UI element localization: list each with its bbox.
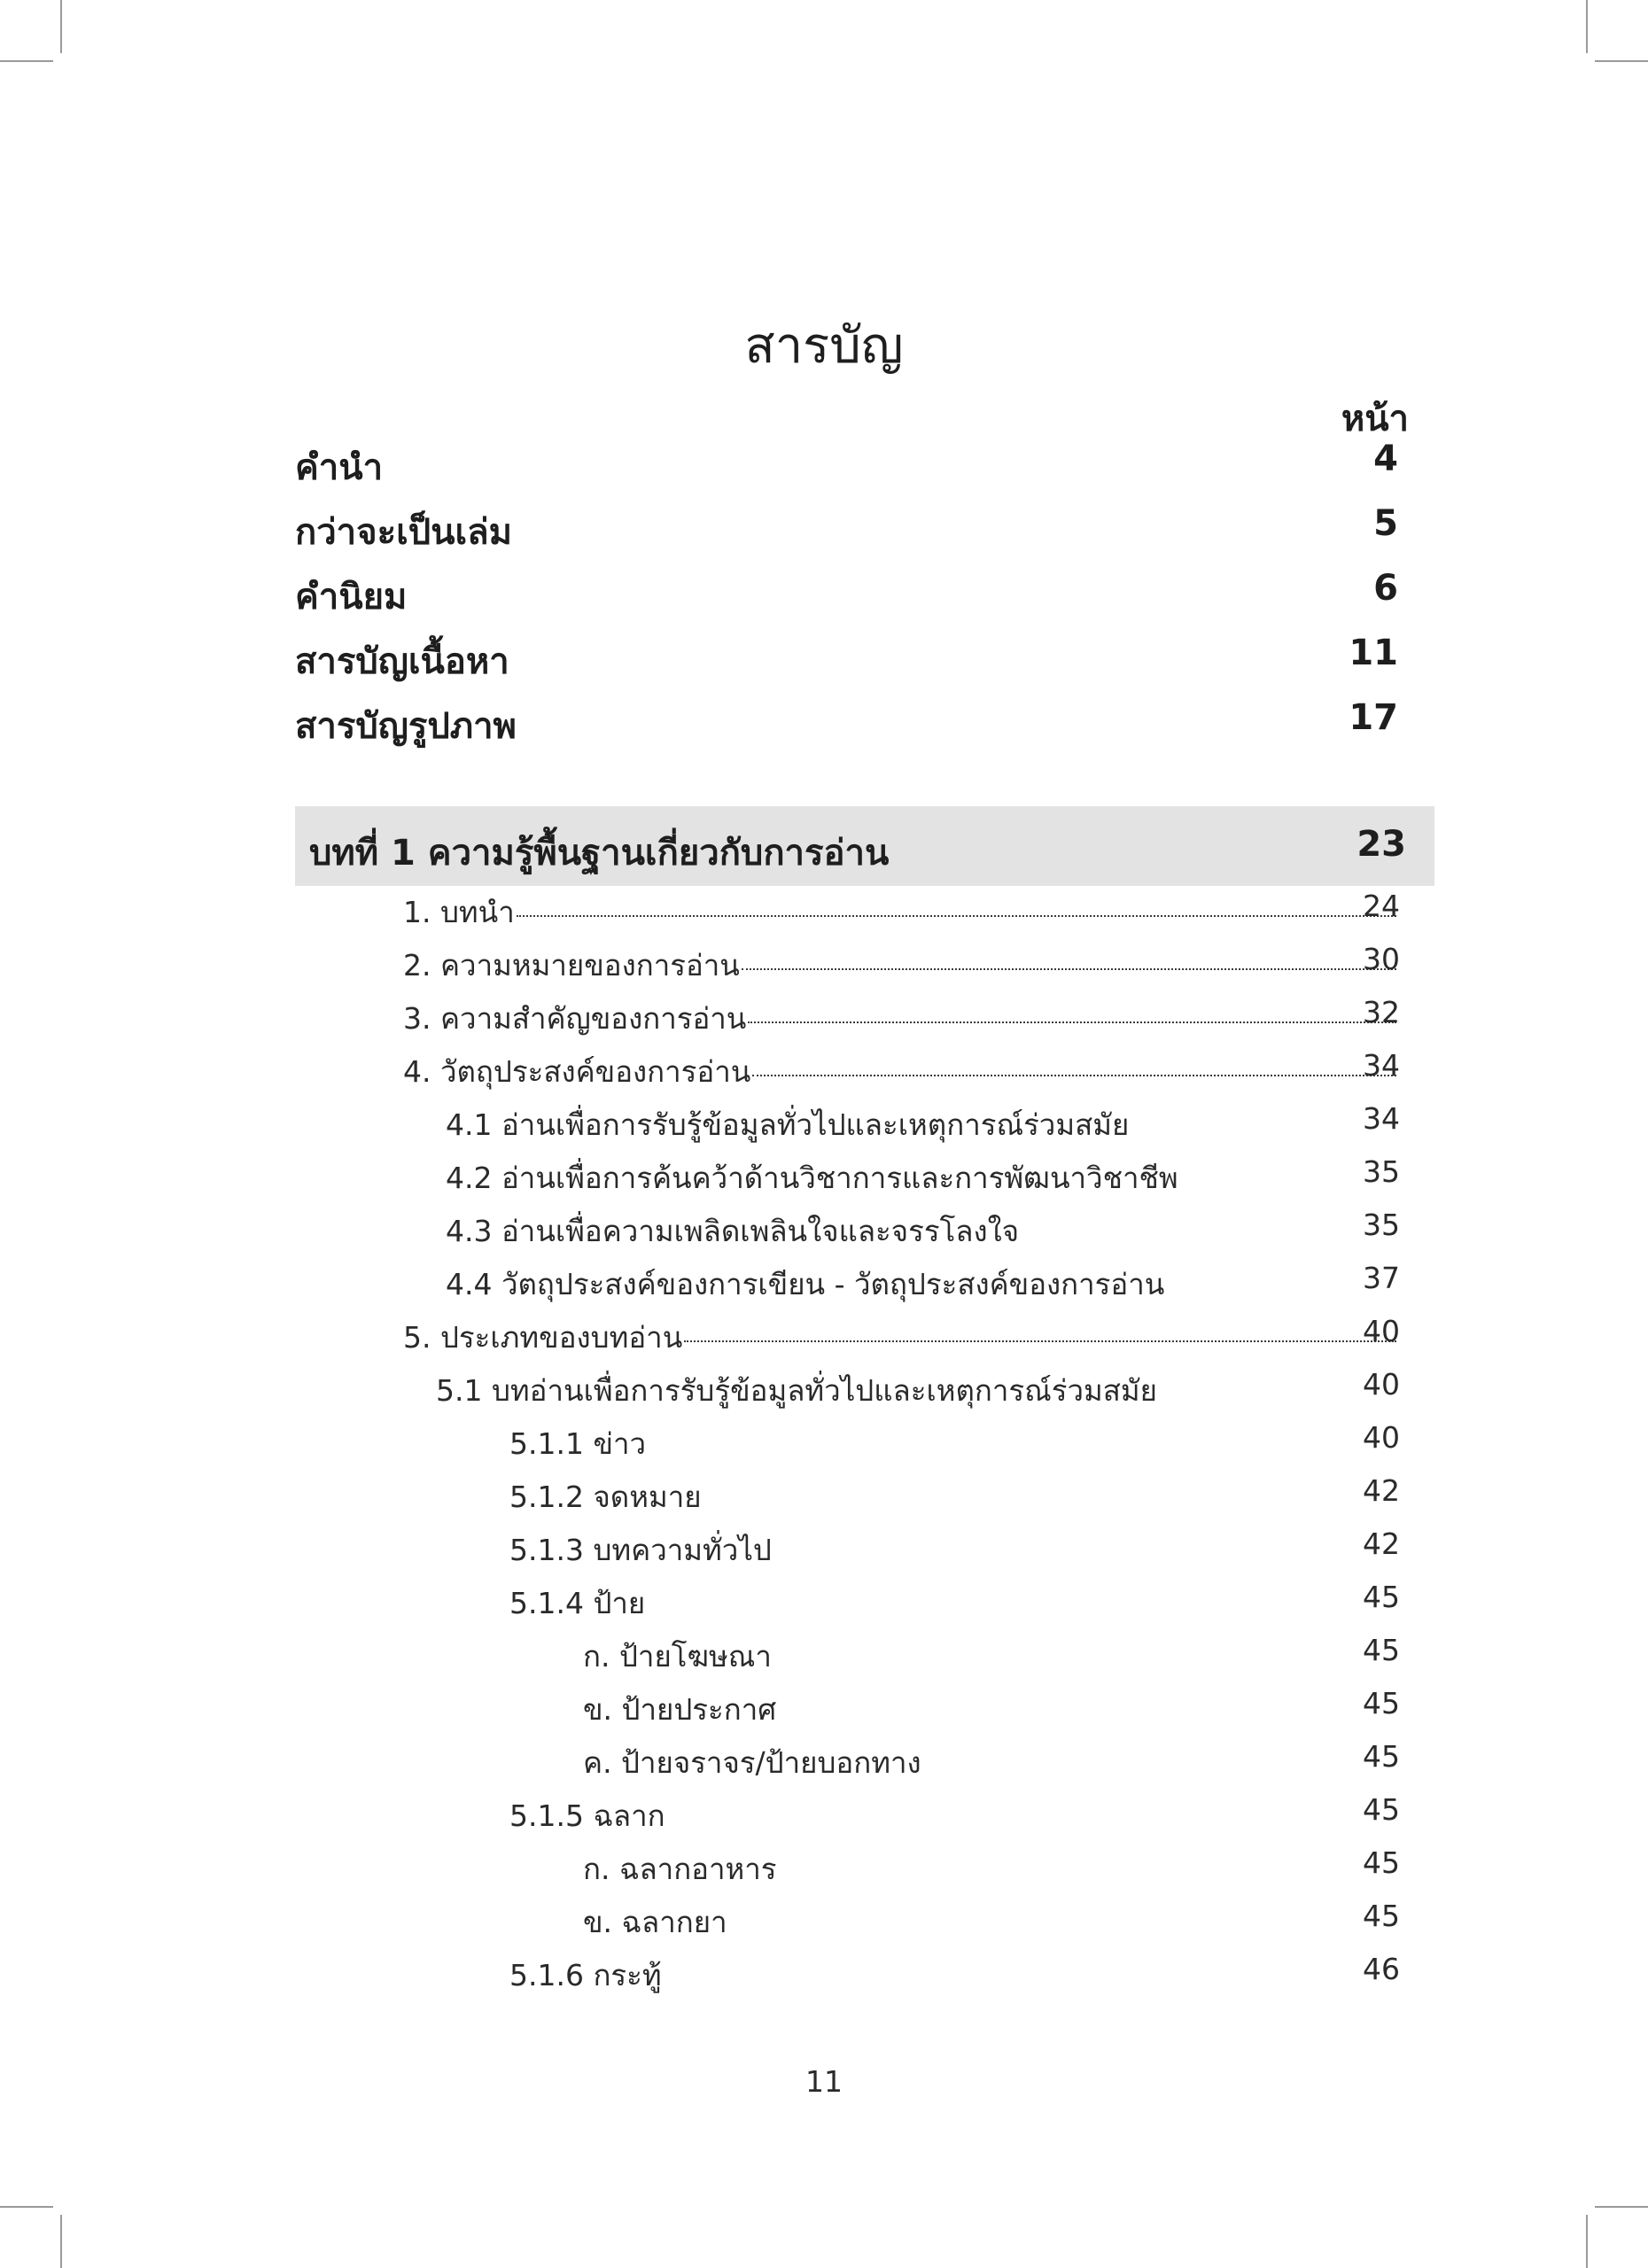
toc-entry-page: 40	[1363, 1367, 1400, 1402]
page-title: สารบัญ	[744, 317, 904, 375]
toc-entry-page: 45	[1363, 1899, 1400, 1933]
toc-entry[interactable]	[446, 1208, 1400, 1247]
toc-entry-text: ข. ฉลากยา	[583, 1905, 727, 1939]
toc-entry-text: ก. ป้ายโฆษณา	[583, 1639, 772, 1674]
front-matter-page: 17	[1349, 697, 1398, 738]
front-matter-item[interactable]	[295, 633, 1398, 686]
chapter-title: บทที่ 1 ความรู้พื้นฐานเกี่ยวกับการอ่าน	[309, 833, 890, 874]
toc-entry-text: 5.1.2 จดหมาย	[509, 1480, 702, 1514]
toc-entry[interactable]	[509, 1792, 1400, 1831]
toc-entry[interactable]	[509, 1473, 1400, 1512]
toc-entry-page: 45	[1363, 1633, 1400, 1667]
toc-entry-page: 34	[1363, 1048, 1400, 1083]
dot-leader	[517, 915, 1396, 917]
page-column-label: หน้า	[1341, 399, 1409, 439]
toc-entry-text: 4.4 วัตถุประสงค์ของการเขียน - วัตถุประสงค์ของการอ่าน	[446, 1267, 1165, 1301]
toc-entry-page: 45	[1363, 1739, 1400, 1774]
toc-entry[interactable]	[509, 1580, 1400, 1619]
front-matter-item[interactable]	[295, 439, 1398, 492]
chapter-heading[interactable]	[295, 806, 1434, 886]
toc-entry-page: 32	[1363, 995, 1400, 1029]
toc-entry-page: 40	[1363, 1314, 1400, 1348]
toc-entry-text: 4.2 อ่านเพื่อการค้นคว้าด้านวิชาการและการพัฒนาวิชาชีพ	[446, 1161, 1178, 1195]
toc-entry[interactable]	[583, 1739, 1400, 1778]
toc-entry[interactable]	[583, 1899, 1400, 1938]
crop-mark	[1586, 0, 1588, 53]
chapter-page: 23	[1356, 824, 1406, 865]
toc-entry-text: 4.1 อ่านเพื่อการรับรู้ข้อมูลทั่วไปและเหตุการณ์ร่วมสมัย	[446, 1107, 1130, 1142]
crop-mark	[1595, 2206, 1648, 2208]
toc-entry[interactable]	[436, 1367, 1400, 1406]
front-matter-item[interactable]	[295, 697, 1398, 750]
toc-entry-text: 2. ความหมายของการอ่าน	[403, 948, 740, 983]
toc-entry-text: 4. วัตถุประสงค์ของการอ่าน	[403, 1054, 751, 1089]
toc-entry-page: 45	[1363, 1580, 1400, 1614]
crop-mark	[0, 60, 53, 62]
front-matter-title: สารบัญเนื้อหา	[295, 641, 509, 682]
front-matter-title: คำนำ	[295, 447, 384, 488]
toc-entry[interactable]	[583, 1845, 1400, 1884]
toc-entry[interactable]	[403, 942, 1400, 981]
toc-entry-text: ก. ฉลากอาหาร	[583, 1852, 777, 1886]
dot-leader	[748, 1021, 1396, 1023]
front-matter-title: กว่าจะเป็นเล่ม	[295, 512, 513, 553]
toc-entry[interactable]	[509, 1526, 1400, 1565]
dot-leader	[742, 968, 1396, 970]
toc-entry-page: 45	[1363, 1792, 1400, 1827]
toc-entry-page: 37	[1363, 1261, 1400, 1295]
toc-entry-page: 35	[1363, 1208, 1400, 1242]
toc-entry-text: 5.1.4 ป้าย	[509, 1586, 646, 1620]
front-matter-title: สารบัญรูปภาพ	[295, 706, 517, 747]
front-matter-page: 5	[1373, 503, 1398, 544]
toc-entry[interactable]	[583, 1686, 1400, 1725]
toc-entry-text: 5.1 บทอ่านเพื่อการรับรู้ข้อมูลทั่วไปและเหตุการณ์ร่วมสมัย	[436, 1373, 1158, 1408]
toc-entry[interactable]	[509, 1420, 1400, 1459]
front-matter-title: คำนิยม	[295, 577, 408, 617]
toc-entry-page: 45	[1363, 1845, 1400, 1880]
page-number: 11	[805, 2064, 843, 2099]
crop-mark	[1586, 2215, 1588, 2268]
toc-entry-text: 3. ความสำคัญของการอ่าน	[403, 1001, 747, 1036]
dot-leader	[684, 1340, 1396, 1342]
toc-entry[interactable]	[446, 1261, 1400, 1300]
toc-entry-page: 42	[1363, 1473, 1400, 1508]
toc-entry-text: 5.1.5 ฉลาก	[509, 1798, 665, 1833]
crop-mark	[60, 2215, 62, 2268]
toc-entry-page: 45	[1363, 1686, 1400, 1720]
toc-entry-text: ข. ป้ายประกาศ	[583, 1692, 777, 1727]
toc-entry-text: 1. บทนำ	[403, 895, 515, 929]
front-matter-item[interactable]	[295, 503, 1398, 556]
front-matter-item[interactable]	[295, 568, 1398, 621]
toc-entry-text: 5.1.3 บทความทั่วไป	[509, 1533, 772, 1567]
crop-mark	[1595, 60, 1648, 62]
toc-entry[interactable]	[403, 1314, 1400, 1353]
toc-entry-page: 46	[1363, 1952, 1400, 1986]
toc-entry-text: 5.1.6 กระทู้	[509, 1958, 662, 1992]
toc-entry[interactable]	[403, 889, 1400, 928]
front-matter-page: 6	[1373, 568, 1398, 609]
toc-entry[interactable]	[583, 1633, 1400, 1672]
toc-entry-page: 40	[1363, 1420, 1400, 1455]
toc-entry[interactable]	[446, 1154, 1400, 1193]
toc-entry-page: 24	[1363, 889, 1400, 923]
toc-entry-page: 34	[1363, 1101, 1400, 1136]
toc-entry-text: 5. ประเภทของบทอ่าน	[403, 1320, 683, 1355]
front-matter-page: 11	[1349, 633, 1398, 673]
crop-mark	[0, 2206, 53, 2208]
toc-entry[interactable]	[403, 1048, 1400, 1087]
toc-entry[interactable]	[509, 1952, 1400, 1991]
dot-leader	[752, 1075, 1396, 1076]
front-matter-page: 4	[1373, 439, 1398, 479]
toc-entry-page: 35	[1363, 1154, 1400, 1189]
toc-entry[interactable]	[446, 1101, 1400, 1140]
toc-entry-text: 5.1.1 ข่าว	[509, 1426, 647, 1461]
toc-entry-page: 30	[1363, 942, 1400, 976]
crop-mark	[60, 0, 62, 53]
toc-entry-text: 4.3 อ่านเพื่อความเพลิดเพลินใจและจรรโลงใจ	[446, 1214, 1020, 1248]
toc-entry-page: 42	[1363, 1526, 1400, 1561]
toc-entry-text: ค. ป้ายจราจร/ป้ายบอกทาง	[583, 1745, 921, 1780]
toc-entry[interactable]	[403, 995, 1400, 1034]
